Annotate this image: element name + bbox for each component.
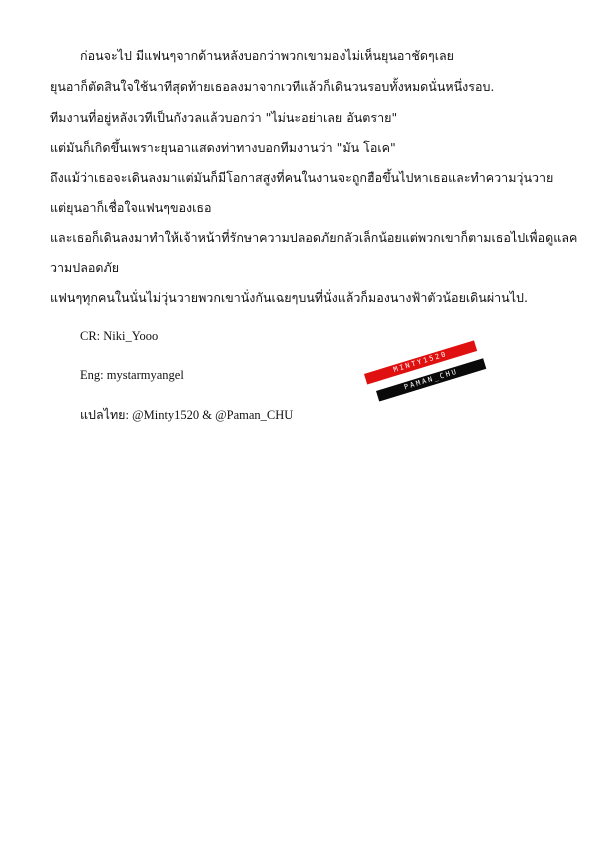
watermark-top-bar: MINTY1520 [364, 340, 477, 384]
paragraph-line-9: แฟนๆทุกคนในนั่นไม่วุ่นวายพวกเขานั่งกันเฉยๆบนที่นั่งแล้วก็มองนางฟ้าตัวน้อยเดินผ่านไป. [50, 290, 528, 305]
paragraph-line-7: และเธอก็เดินลงมาทำให้เจ้าหน้าที่รักษาความปลอดภัยกลัวเล็กน้อยแต่พวกเขาก็ตามเธอไปเพื่อดูแลค [50, 230, 578, 245]
paragraph-line-1: ก่อนจะไป มีแฟนๆจากด้านหลังบอกว่าพวกเขามองไม่เห็นยุนอาชัดๆเลย [80, 48, 454, 63]
paragraph-line-4: แต่มันก็เกิดขึ้นเพราะยุนอาแสดงท่าทางบอกทีมงานว่า "มัน โอเค" [50, 140, 396, 155]
paragraph-line-3: ทีมงานที่อยู่หลังเวทีเป็นกังวลแล้วบอกว่า "ไม่นะอย่าเลย อันตราย" [50, 110, 398, 125]
paragraph-line-6: แต่ยุนอาก็เชื่อใจแฟนๆของเธอ [50, 200, 212, 215]
watermark-bottom-bar: PAMAN_CHU [376, 358, 486, 401]
paragraph-line-2: ยุนอาก็ตัดสินใจใช้นาทีสุดท้ายเธอลงมาจากเวทีแล้วก็เดินวนรอบทั้งหมดนั่นหนึ่งรอบ. [50, 79, 495, 94]
paragraph-line-5: ถึงแม้ว่าเธอจะเดินลงมาแต่มันก็มีโอกาสสูงที่คนในงานจะถูกฮือขึ้นไปหาเธอและทำความวุ่นวาย [50, 170, 554, 185]
credit-english: Eng: mystarmyangel [80, 368, 184, 382]
credit-thai-translation: แปลไทย: @Minty1520 & @Paman_CHU [80, 408, 294, 422]
paragraph-line-8: วามปลอดภัย [50, 260, 120, 275]
credit-source: CR: Niki_Yooo [80, 329, 159, 343]
